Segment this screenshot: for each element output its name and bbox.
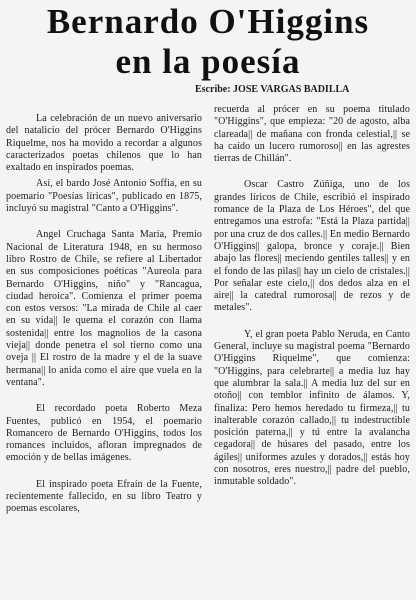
paragraph: Y, el gran poeta Pablo Neruda, en Canto General, incluye su magistral poema "Bernardo O'Higgins Riquelme", que comienza: "O'Higgins, para celebrarte|| a media luz hay que alumbrar la sala.|| A media luz del sur en otoño|| con temblor infinito de álamos. Y, finaliza: Pero hemos heredado tu firmeza,|| tu inalterable corazón callado,|| tu indestructible posición paterna,|| y tú entre la avalancha cegadora|| de húsares del pasado, entre los ágiles|| uniformes azules y dorados,|| estás hoy con nosotros, eres nuestro,|| padre del pueblo, inmutable soldado".	[214, 328, 410, 488]
paragraph: El inspirado poeta Efraín de la Fuente, recientemente fallecido, en su libro Teatro y poemas escolares,	[6, 478, 202, 515]
right-column	[214, 104, 410, 489]
paragraph: La celebración de un nuevo aniversario del natalicio del prócer Bernardo O'Higgins Riquelme, nos ha movido a recordar a algunos caracterizados poetas chilenos que lo han exaltado en inspirados poemas.	[6, 113, 202, 174]
left-column	[6, 113, 202, 516]
paragraph: El recordado poeta Roberto Meza Fuentes, publicó en 1954, el poemario Romancero de Bernardo O'Higgins, todos los romances incluidos, afloran impregnados de emoción y de bellas imágenes.	[6, 403, 202, 464]
paragraph: recuerda al prócer en su poema titulado "O'Higgins", que empieza: "20 de agosto, alba clareada|| de mañana con fronda celestial,|| se ha caído un lucero rumoroso|| en las agrestes tierras de Chillán".	[214, 104, 410, 165]
paragraph: Así, el bardo José Antonio Soffia, en su poemario "Poesías líricas", publicado en 1875, incluyó su magistral "Canto a O'Higgins".	[6, 178, 202, 215]
paragraph: Oscar Castro Zúñiga, uno de los grandes líricos de Chile, escribió el inspirado romance de la Plaza de Los Héroes", del que entregamos una estrofa: "Está la Plaza partida|| por una cruz de dos calles.|| En medio Bernardo O'Higgins|| galopa, bronce y coraje.|| Bien abajo las flores|| mecíendo gentiles talles|| y en el fondo de las pilas|| hay un cielo de cristales.|| Por señalar este cielo,|| dos dedos alza en el aire|| la catedral rumorosa|| de rezos y de metales".	[214, 179, 410, 314]
headline-line-2: en la poesía	[115, 42, 301, 81]
paragraph: Angel Cruchaga Santa María, Premio Nacional de Literatura 1948, en su hermoso libro Rostro de Chile, se refiere al Libertador en sus composiciones poéticas "Aureola para Bernardo O'Higgins, niño" y "Rancagua, ciudad heroica". Comienza el primer poema con estos versos: "La mirada de Chile al caer en su vida|| le quema el corazón con llama sostenida|| entre los magnolios de la casona vieja|| donde penetra el sol tierno como una oveja || El rostro de la madre y el de la suave hermana|| lo anida como el aire que vuela en la ventana".	[6, 229, 202, 388]
byline: Escribe: JOSE VARGAS BADILLA	[195, 84, 350, 95]
headline-line-1: Bernardo O'Higgins	[46, 2, 370, 41]
